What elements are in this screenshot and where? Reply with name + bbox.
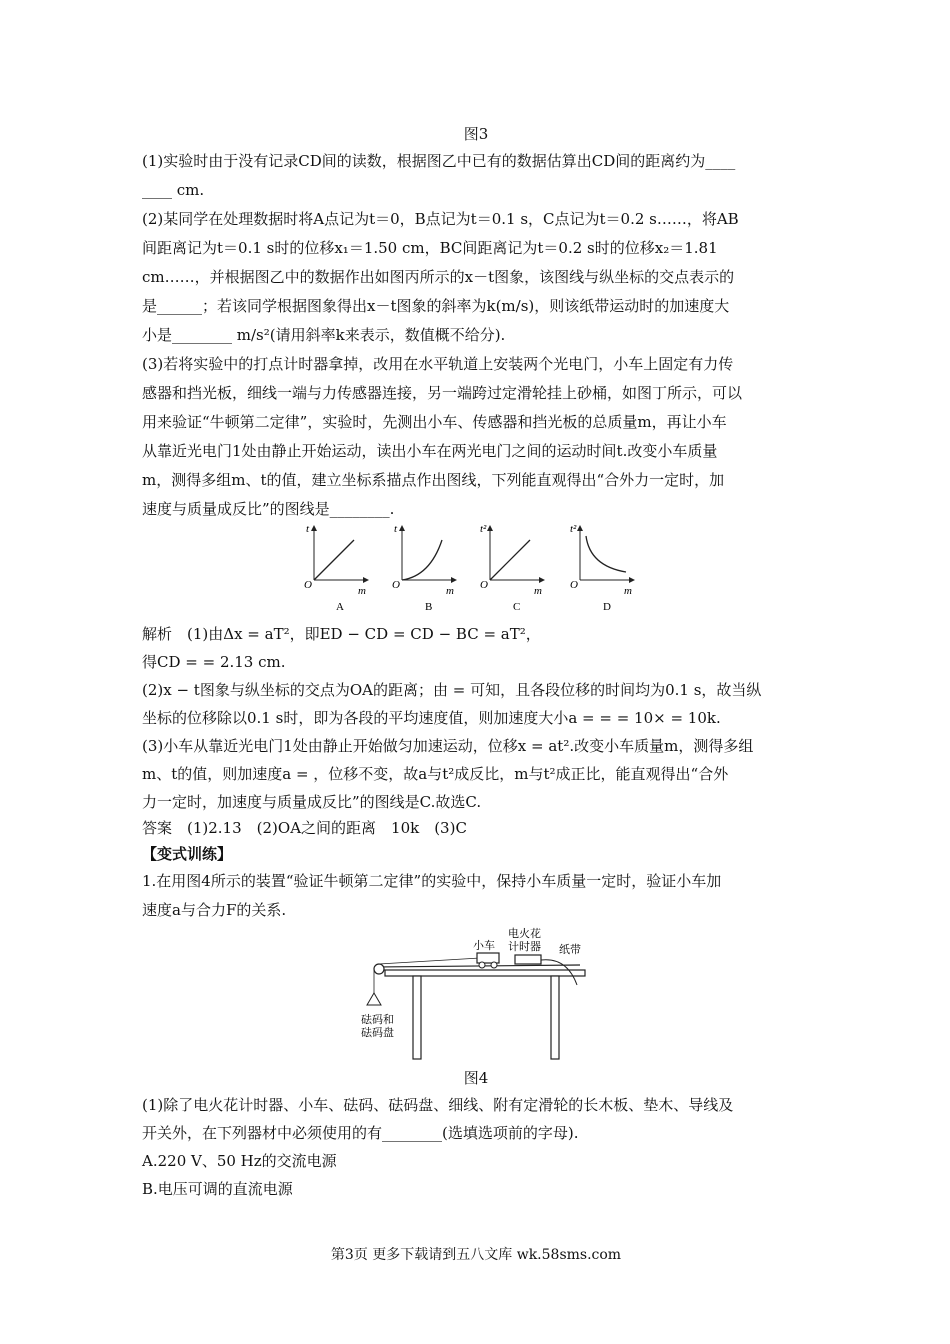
q4-line2: 开关外，在下列器材中必须使用的有________(选填选项前的字母). xyxy=(142,1124,579,1142)
q3-line4: 从靠近光电门1处由静止开始运动，读出小车在两光电门之间的运动时间t.改变小车质量 xyxy=(142,442,718,460)
q2-line2: 间距离记为t＝0.1 s时的位移x₁＝1.50 cm，BC间距离记为t＝0.2 s时的位移x₂＝1.81 xyxy=(142,239,718,257)
fig4-car-label: 小车 xyxy=(473,940,495,952)
graph-a-origin: O xyxy=(304,579,312,591)
analysis-line7: 力一定时，加速度与质量成反比”的图线是C.故选C. xyxy=(142,793,482,811)
graph-d-curve xyxy=(586,536,626,572)
graph-d-xlabel: m xyxy=(624,585,632,597)
graph-a-label: A xyxy=(336,601,344,613)
fig4-pulley xyxy=(374,964,384,974)
q3-line3: 用来验证“牛顿第二定律”，实验时，先测出小车、传感器和挡光板的总质量m，再让小车 xyxy=(142,413,727,431)
graph-d-origin: O xyxy=(570,579,578,591)
graph-d-label: D xyxy=(603,601,611,613)
fig4-table-top xyxy=(385,970,585,976)
q2-line4: 是______；若该同学根据图象得出x－t图象的斜率为k(m/s)，则该纸带运动时的加速度大 xyxy=(142,297,730,315)
graph-b-curve xyxy=(402,540,442,580)
fig4-timer-label1: 电火花 xyxy=(508,928,541,940)
graph-b xyxy=(392,523,456,613)
q2-line3: cm……，并根据图乙中的数据作出如图丙所示的x－t图象，该图线与纵坐标的交点表示的 xyxy=(142,268,735,286)
fig4-car-wheel xyxy=(479,962,485,968)
q4-line1: (1)除了电火花计时器、小车、砝码、砝码盘、细线、附有定滑轮的长木板、垫木、导线及 xyxy=(142,1096,734,1114)
fig4-apparatus xyxy=(355,925,605,1065)
analysis-line4: 坐标的位移除以0.1 s时，即为各段的平均速度值，则加速度大小a = = = 10× = 10k. xyxy=(142,709,721,727)
q2-line1: (2)某同学在处理数据时将A点记为t＝0，B点记为t＝0.1 s，C点记为t＝0.2 s……，将AB xyxy=(142,210,739,228)
answer-graphs xyxy=(290,520,650,620)
fig4-timer-label2: 计时器 xyxy=(508,941,541,953)
q3-line6: 速度与质量成反比”的图线是________. xyxy=(142,500,395,518)
analysis-line1: 解析 (1)由Δx = aT²，即ED − CD = CD − BC = aT²， xyxy=(142,625,541,643)
graph-b-ylabel: t xyxy=(394,523,398,535)
q2-line5: 小是________ m/s²(请用斜率k来表示，数值概不给分). xyxy=(142,326,506,344)
fig4-left-leg xyxy=(413,976,421,1059)
graph-b-xlabel: m xyxy=(446,585,454,597)
fig4-weight-label2: 砝码盘 xyxy=(361,1027,394,1039)
q3-line2: 感器和挡光板，细线一端与力传感器连接，另一端跨过定滑轮挂上砂桶，如图丁所示，可以 xyxy=(142,384,743,402)
q3-line5: m，测得多组m、t的值，建立坐标系描点作出图线，下列能直观得出“合外力一定时，加 xyxy=(142,471,725,489)
q3-line1: (3)若将实验中的打点计时器拿掉，改用在水平轨道上安装两个光电门，小车上固定有力传 xyxy=(142,355,734,373)
q4-option-b: B.电压可调的直流电源 xyxy=(142,1180,293,1198)
q4-option-a: A.220 V、50 Hz的交流电源 xyxy=(142,1152,337,1170)
graph-c-ylabel: t² xyxy=(480,523,487,535)
graph-b-origin: O xyxy=(392,579,400,591)
fig4-string xyxy=(379,958,480,964)
analysis-line3: (2)x − t图象与纵坐标的交点为OA的距离；由 = 可知，且各段位移的时间均为0.1 s，故当纵 xyxy=(142,681,762,699)
fig4-weight-label1: 砝码和 xyxy=(361,1014,394,1026)
analysis-line6: m、t的值，则加速度a = ，位移不变，故a与t²成反比，m与t²成正比，能直观得出“合外 xyxy=(142,765,729,783)
graph-c-label: C xyxy=(513,601,521,613)
fig4-right-leg xyxy=(551,976,559,1059)
q1-line1: (1)实验时由于没有记录CD间的读数，根据图乙中已有的数据估算出CD间的距离约为____ xyxy=(142,152,736,170)
answer-line: 答案 (1)2.13 (2)OA之间的距离 10k (3)C xyxy=(142,819,467,837)
variant-title: 【变式训练】 xyxy=(142,845,233,863)
graph-a-xlabel: m xyxy=(358,585,366,597)
fig4-car-wheel xyxy=(491,962,497,968)
analysis-line5: (3)小车从靠近光电门1处由静止开始做匀加速运动，位移x = at².改变小车质量m，测得多组 xyxy=(142,737,754,755)
fig4-weight-tray xyxy=(367,993,381,1005)
fig4-car-body xyxy=(477,953,499,963)
variant-line1: 1.在用图4所示的装置“验证牛顿第二定律”的实验中，保持小车质量一定时，验证小车加 xyxy=(142,872,722,890)
fig4-timer xyxy=(515,955,541,964)
graph-c-origin: O xyxy=(480,579,488,591)
graph-d xyxy=(570,523,634,613)
graph-c-xlabel: m xyxy=(534,585,542,597)
q1-line2: ____ cm. xyxy=(142,181,205,199)
analysis-line2: 得CD = = 2.13 cm. xyxy=(142,653,286,671)
graph-c xyxy=(480,523,544,613)
fig4-tape-label: 纸带 xyxy=(559,944,581,956)
graph-a-line xyxy=(314,540,354,580)
page-footer: 第3页 更多下载请到五八文库 wk.58sms.com xyxy=(330,1247,622,1263)
fig4-caption: 图4 xyxy=(463,1069,489,1087)
graph-a xyxy=(304,523,368,613)
variant-line2: 速度a与合力F的关系. xyxy=(142,901,287,919)
fig4-board xyxy=(377,965,580,967)
graph-c-line xyxy=(490,540,530,580)
fig3-caption: 图3 xyxy=(463,125,489,143)
graph-b-label: B xyxy=(425,601,433,613)
graph-a-ylabel: t xyxy=(306,523,310,535)
graph-d-ylabel: t² xyxy=(570,523,577,535)
